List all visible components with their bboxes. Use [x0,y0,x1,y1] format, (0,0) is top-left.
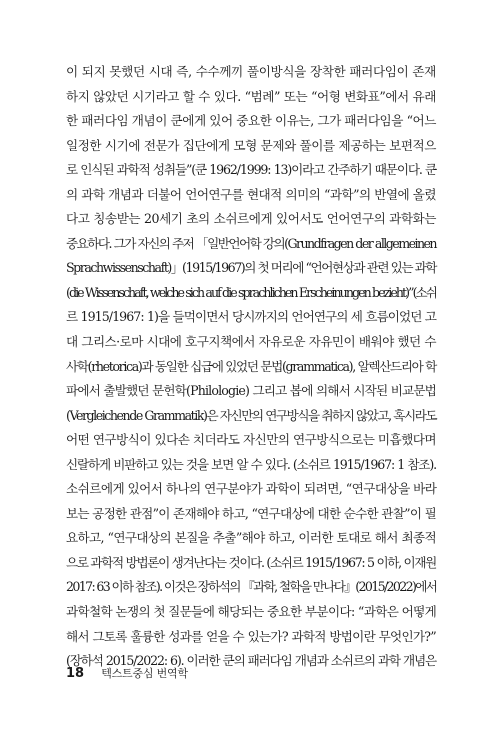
text-line: 어떤 연구방식이 있다손 치더라도 자신만의 연구방식으로는 미흡했다며 [66,432,436,448]
text-line: 일정한 시기에 전문가 집단에게 모형 문제와 풀이를 제공하는 보편적으 [66,137,436,153]
text-line: 요하고, “연구대상의 본질을 추출”해야 하고, 이러한 토대로 해서 최종적 [66,530,436,546]
text-line: 로 인식된 과학적 성취들”(쿤 1962/1999: 13)이라고 간주하기 때문이다. 쿤 [66,162,436,178]
text-line: 파에서 출발했던 문헌학(Philologie) 그리고 봅에 의해서 시작된 비교문법 [66,383,436,399]
text-line: 대 그리스·로마 시대에 호구지책에서 자유로운 자유민이 배워야 했던 수 [66,334,436,350]
text-line: (Vergleichende Grammatik)은 자신만의 연구방식을 취하지 않았고, 혹시라도 [66,407,437,423]
text-line: 이 되지 못했던 시대 즉, 수수께끼 풀이방식을 장착한 패러다임이 존재 [66,64,436,79]
text-line: 르 1915/1967: 1)을 들먹이면서 당시까지의 언어연구의 세 흐름이었던 고 [66,309,436,325]
text-line: Sprachwissenschaft)」(1915/1967)의 첫 머리에 “언어현상과 관련 있는 과학 [66,260,437,276]
text-line: (die Wissenschaft, welche sich auf die sprachlichen Erscheinungen bezieht)”(소쉬 [66,284,436,300]
text-line: 의 과학 개념과 더불어 언어연구를 현대적 의미의 “과학”의 반열에 올렸 [66,186,436,202]
text-line: (장하석 2015/2022: 6). 이러한 쿤의 패러다임 개념과 소쉬르의 과학 개념은 [66,653,436,669]
text-line: 소쉬르에게 있어서 하나의 연구분야가 과학이 되려면, “연구대상을 바라 [66,481,437,497]
page-number: 18 [66,666,85,681]
text-line: 해서 그토록 훌륭한 성과를 얻을 수 있는가? 과학적 방법이란 무엇인가?” [66,628,436,644]
text-line: 중요하다. 그가 자신의 주저 「일반언어학 강의(Grundfragen der allgemeinen [66,235,436,251]
text-line: 으로 과학적 방법론이 생겨난다는 것이다. (소쉬르 1915/1967: 5 이하, 이재원 [66,554,436,570]
text-line: 하지 않았던 시기라고 할 수 있다. “범례” 또는 “어형 변화표”에서 유래 [66,88,436,104]
body-text [66,60,436,674]
text-line: 과학철학 논쟁의 첫 질문들에 해당되는 중요한 부분이다: “과학은 어떻게 [66,604,437,620]
running-title: 텍스트중심 번역학 [101,667,188,680]
text-line: 신랄하게 비판하고 있는 것을 보면 알 수 있다. (소쉬르 1915/1967: 1 참조). [66,456,436,472]
text-line: 사학(rhetorica)과 동일한 십급에 있었던 문법(grammatica), 알렉산드리아 학 [66,358,436,374]
text-line: 보는 공정한 관점”이 존재해야 하고, “연구대상에 대한 순수한 관찰”이 필 [66,505,436,521]
text-line: 한 패러다임 개념이 쿤에게 있어 중요한 이유는, 그가 패러다임을 “어느 [66,113,436,129]
page-footer [66,662,188,681]
text-line: 다고 칭송받는 20세기 초의 소쉬르에게 있어서도 언어연구의 과학화는 [66,211,436,227]
text-line: 2017: 63 이하 참조). 이것은 장하석의 『과학, 철학을 만나다』(2015/2022)에서 [66,579,437,595]
